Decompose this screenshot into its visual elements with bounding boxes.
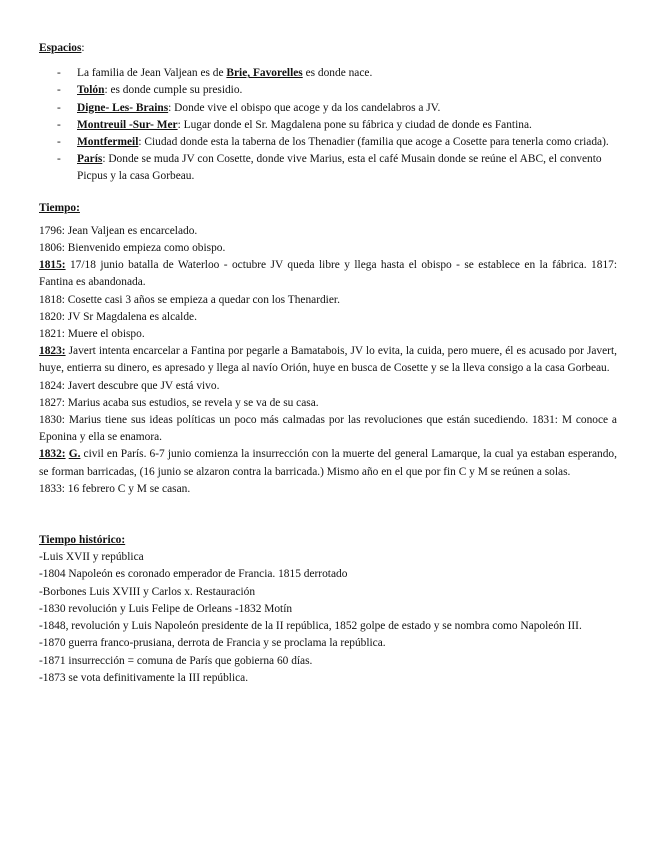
item-text: : Ciudad donde esta la taberna de los Thenadier (familia que acoge a Cosette para tenerla como criada).	[138, 136, 609, 149]
tiempo-1823	[39, 343, 617, 377]
historico-line-1: -1804 Napoleón es coronado emperador de Francia. 1815 derrotado	[39, 568, 348, 581]
espacios-list	[39, 65, 617, 185]
historico-line-7: -1873 se vota definitivamente la III república.	[39, 671, 249, 684]
item-text: : Donde se muda JV con Cosette, donde vive Marius, esta el café Musain donde se reúne el ABC, el convento Picpus y la casa Gorbeau.	[77, 153, 602, 183]
tiempo-1806: 1806: Bienvenido empieza como obispo.	[39, 242, 226, 255]
tiempo-heading: Tiempo:	[39, 201, 80, 214]
item-text: es donde nace.	[302, 67, 373, 80]
year-label: 1823:	[39, 345, 66, 358]
place-name: Brie, Favorelles	[226, 67, 303, 80]
year-label: 1832:	[39, 448, 66, 461]
espacios-heading-line	[39, 40, 617, 57]
place-name: París	[77, 153, 103, 166]
place-name: Digne- Les- Brains	[77, 101, 169, 114]
espacios-item-digne	[39, 100, 617, 117]
paragraph-text: Javert intenta encarcelar a Fantina por pegarle a Bamatabois, JV lo evita, la cuida, pero muere, él es acusado por Javert, huye, entierra su dinero, es apresado y llega al navío Orión, huye en busca de Cosette y se la lleva consigo a la casa Gorbeau.	[39, 345, 617, 375]
tiempo-1824: 1824: Javert descubre que JV está vivo.	[39, 379, 220, 392]
paragraph-text: civil en París. 6-7 junio comienza la insurrección con la muerte del general Lamarque, la cual ya estaban esperando, se forman barricadas, (16 junio se alzaron contra la barricada.) Mismo año en el que por fin C y M se reúnen a solas.	[39, 448, 617, 478]
tiempo-1815	[39, 257, 617, 291]
item-text: : Donde vive el obispo que acoge y da los candelabros a JV.	[168, 101, 441, 114]
historico-line-4: -1848, revolución y Luis Napoleón presidente de la II república, 1852 golpe de estado y se nombra como Napoleón III.	[39, 620, 582, 633]
item-text: : Lugar donde el Sr. Magdalena pone su fábrica y ciudad de donde es Fantina.	[177, 118, 532, 131]
place-name: Tolón	[77, 84, 105, 97]
tiempo-1796: 1796: Jean Valjean es encarcelado.	[39, 224, 198, 237]
tiempo-1830: 1830: Marius tiene sus ideas políticas un poco más calmadas por las revoluciones que están sucediendo. 1831: M conoce a Eponina y ella se enamora.	[39, 414, 617, 444]
tiempo-1820: 1820: JV Sr Magdalena es alcalde.	[39, 310, 197, 323]
historico-line-6: -1871 insurrección = comuna de París que gobierna 60 días.	[39, 654, 313, 667]
tiempo-1833: 1833: 16 febrero C y M se casan.	[39, 482, 191, 495]
place-name: Montreuil -Sur- Mer	[77, 118, 178, 131]
tiempo-1821: 1821: Muere el obispo.	[39, 328, 145, 341]
historico-line-3: -1830 revolución y Luis Felipe de Orleans -1832 Motín	[39, 602, 293, 615]
paragraph-text: 17/18 junio batalla de Waterloo - octubre JV queda libre y llega hasta el obispo - se establece en la fábrica. 1817: Fantina es abandonada.	[39, 259, 617, 289]
historico-line-0: -Luis XVII y república	[39, 551, 144, 564]
espacios-item-montreuil	[39, 117, 617, 134]
g-label: G.	[68, 448, 81, 461]
historico-heading: Tiempo histórico:	[39, 534, 126, 547]
espacios-item-montfermeil	[39, 134, 617, 151]
place-name: Montfermeil	[77, 136, 139, 149]
tiempo-1827: 1827: Marius acaba sus estudios, se revela y se va de su casa.	[39, 396, 319, 409]
espacios-item-tolon	[39, 82, 617, 99]
espacios-heading-colon: :	[81, 42, 85, 54]
tiempo-1818: 1818: Cosette casi 3 años se empieza a quedar con los Thenardier.	[39, 293, 340, 306]
historico-line-5: -1870 guerra franco-prusiana, derrota de Francia y se proclama la república.	[39, 637, 386, 650]
historico-line-2: -Borbones Luis XVIII y Carlos x. Restauración	[39, 585, 256, 598]
year-label: 1815:	[39, 259, 66, 272]
espacios-item-brie	[39, 65, 617, 82]
espacios-item-paris	[39, 151, 617, 185]
item-text: La familia de Jean Valjean es de	[77, 67, 227, 80]
tiempo-1832	[39, 446, 617, 480]
item-text: : es donde cumple su presidio.	[104, 84, 243, 97]
document-page	[39, 40, 617, 687]
espacios-heading: Espacios	[39, 42, 82, 54]
